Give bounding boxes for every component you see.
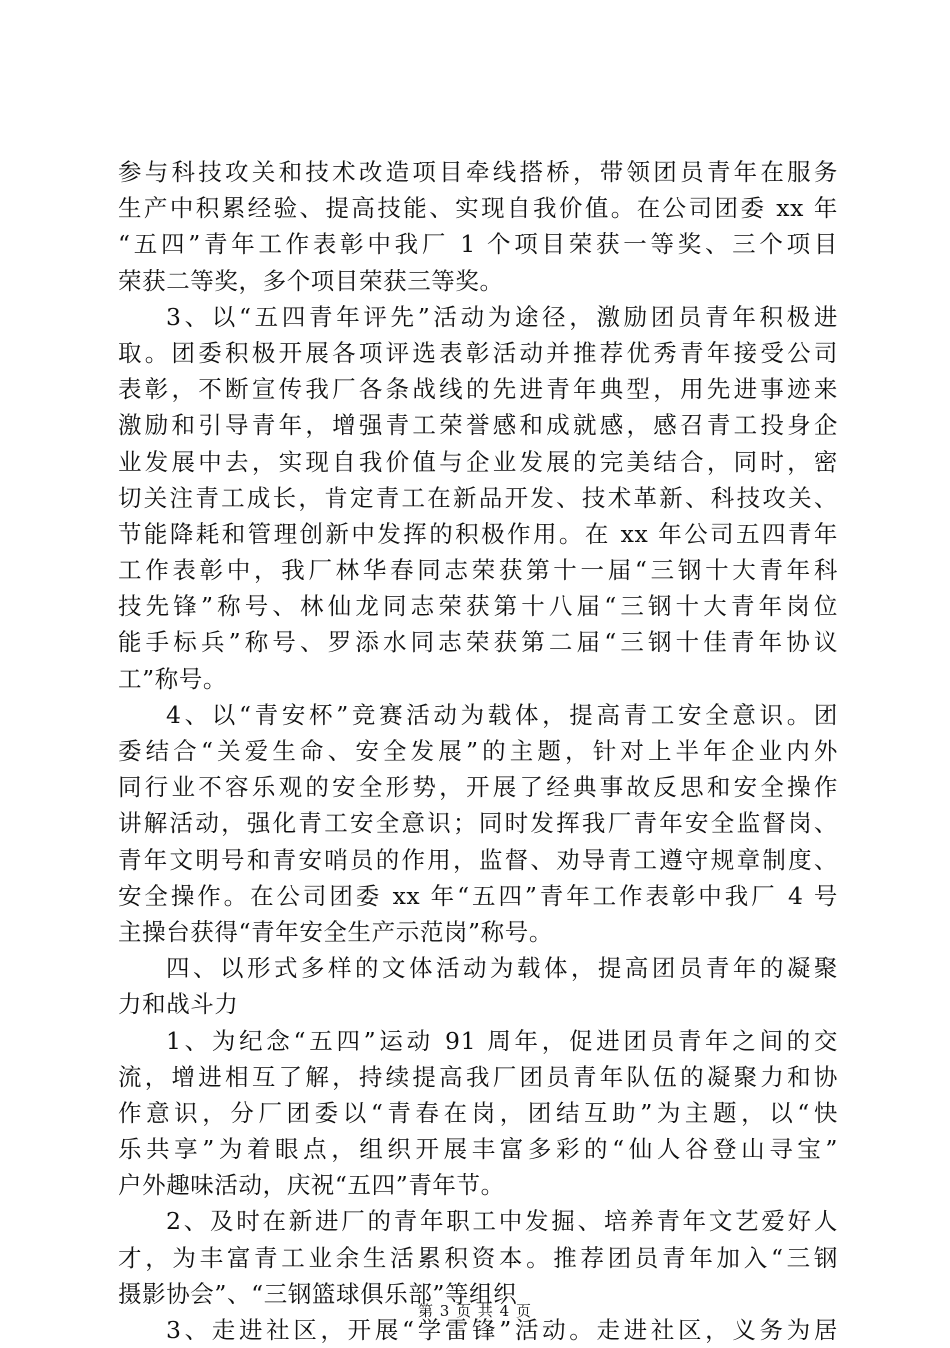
text-line: 业发展中去，实现自我价值与企业发展的完美结合，同时，密 bbox=[118, 447, 838, 476]
text-line: 生产中积累经验、提高技能、实现自我价值。在公司团委 xx 年 bbox=[118, 194, 838, 223]
text-line: 激励和引导青年，增强青工荣誉感和成就感，感召青工投身企 bbox=[118, 411, 838, 440]
paragraph-first-line: 3、以“五四青年评先”活动为途径，激励团员青年积极进 bbox=[166, 302, 838, 331]
text-line: 摄影协会”、“三钢篮球俱乐部”等组织 bbox=[118, 1279, 518, 1308]
paragraph-first-line: 2、及时在新进厂的青年职工中发掘、培养青年文艺爱好人 bbox=[166, 1207, 838, 1236]
text-line: 能手标兵”称号、罗添水同志荣获第二届“三钢十佳青年协议 bbox=[118, 628, 838, 657]
text-line: 流，增进相互了解，持续提高我厂团员青年队伍的凝聚力和协 bbox=[118, 1062, 838, 1091]
paragraph-first-line: 四、以形式多样的文体活动为载体，提高团员青年的凝聚 bbox=[166, 954, 838, 983]
text-line: 青年文明号和青安哨员的作用，监督、劝导青工遵守规章制度、 bbox=[118, 845, 838, 874]
text-line: 工作表彰中，我厂林华春同志荣获第十一届“三钢十大青年科 bbox=[118, 556, 838, 585]
text-line: 技先锋”称号、林仙龙同志荣获第十八届“三钢十大青年岗位 bbox=[118, 592, 838, 621]
page-footer: 第 3 页 共 4 页 bbox=[418, 1302, 532, 1320]
document-body bbox=[118, 154, 838, 1348]
text-line: 乐共享”为着眼点，组织开展丰富多彩的“仙人谷登山寻宝” bbox=[118, 1135, 838, 1164]
text-line: 取。团委积极开展各项评选表彰活动并推荐优秀青年接受公司 bbox=[118, 338, 838, 367]
text-line: 节能降耗和管理创新中发挥的积极作用。在 xx 年公司五四青年 bbox=[118, 519, 838, 548]
text-line: 参与科技攻关和技术改造项目牵线搭桥，带领团员青年在服务 bbox=[118, 158, 838, 186]
text-line: 委结合“关爱生命、安全发展”的主题，针对上半年企业内外 bbox=[118, 737, 838, 765]
text-line: 户外趣味活动，庆祝“五四”青年节。 bbox=[118, 1171, 505, 1200]
text-line: 同行业不容乐观的安全形势，开展了经典事故反思和安全操作 bbox=[118, 773, 838, 802]
paragraph-first-line: 4、以“青安杯”竞赛活动为载体，提高青工安全意识。团 bbox=[166, 700, 838, 729]
text-line: 荣获二等奖，多个项目荣获三等奖。 bbox=[118, 266, 504, 295]
text-line: “五四”青年工作表彰中我厂 1 个项目荣获一等奖、三个项目 bbox=[118, 230, 838, 259]
text-line: 工”称号。 bbox=[118, 664, 228, 693]
paragraph-first-line: 3、走进社区，开展“学雷锋”活动。走进社区，义务为居 bbox=[166, 1316, 838, 1344]
text-line: 力和战斗力 bbox=[118, 990, 239, 1019]
text-line: 才，为丰富青工业余生活累积资本。推荐团员青年加入“三钢 bbox=[118, 1243, 838, 1272]
text-line: 切关注青工成长，肯定青工在新品开发、技术革新、科技攻关、 bbox=[118, 483, 838, 512]
text-line: 安全操作。在公司团委 xx 年“五四”青年工作表彰中我厂 4 号 bbox=[118, 881, 838, 910]
paragraph-first-line: 1、为纪念“五四”运动 91 周年，促进团员青年之间的交 bbox=[166, 1026, 838, 1055]
text-line: 讲解活动，强化青工安全意识；同时发挥我厂青年安全监督岗、 bbox=[118, 809, 838, 838]
text-line: 主操台获得“青年安全生产示范岗”称号。 bbox=[118, 917, 553, 946]
text-line: 作意识，分厂团委以“青春在岗，团结互助”为主题，以“快 bbox=[118, 1098, 838, 1127]
text-line: 表彰，不断宣传我厂各条战线的先进青年典型，用先进事迹来 bbox=[118, 375, 838, 404]
